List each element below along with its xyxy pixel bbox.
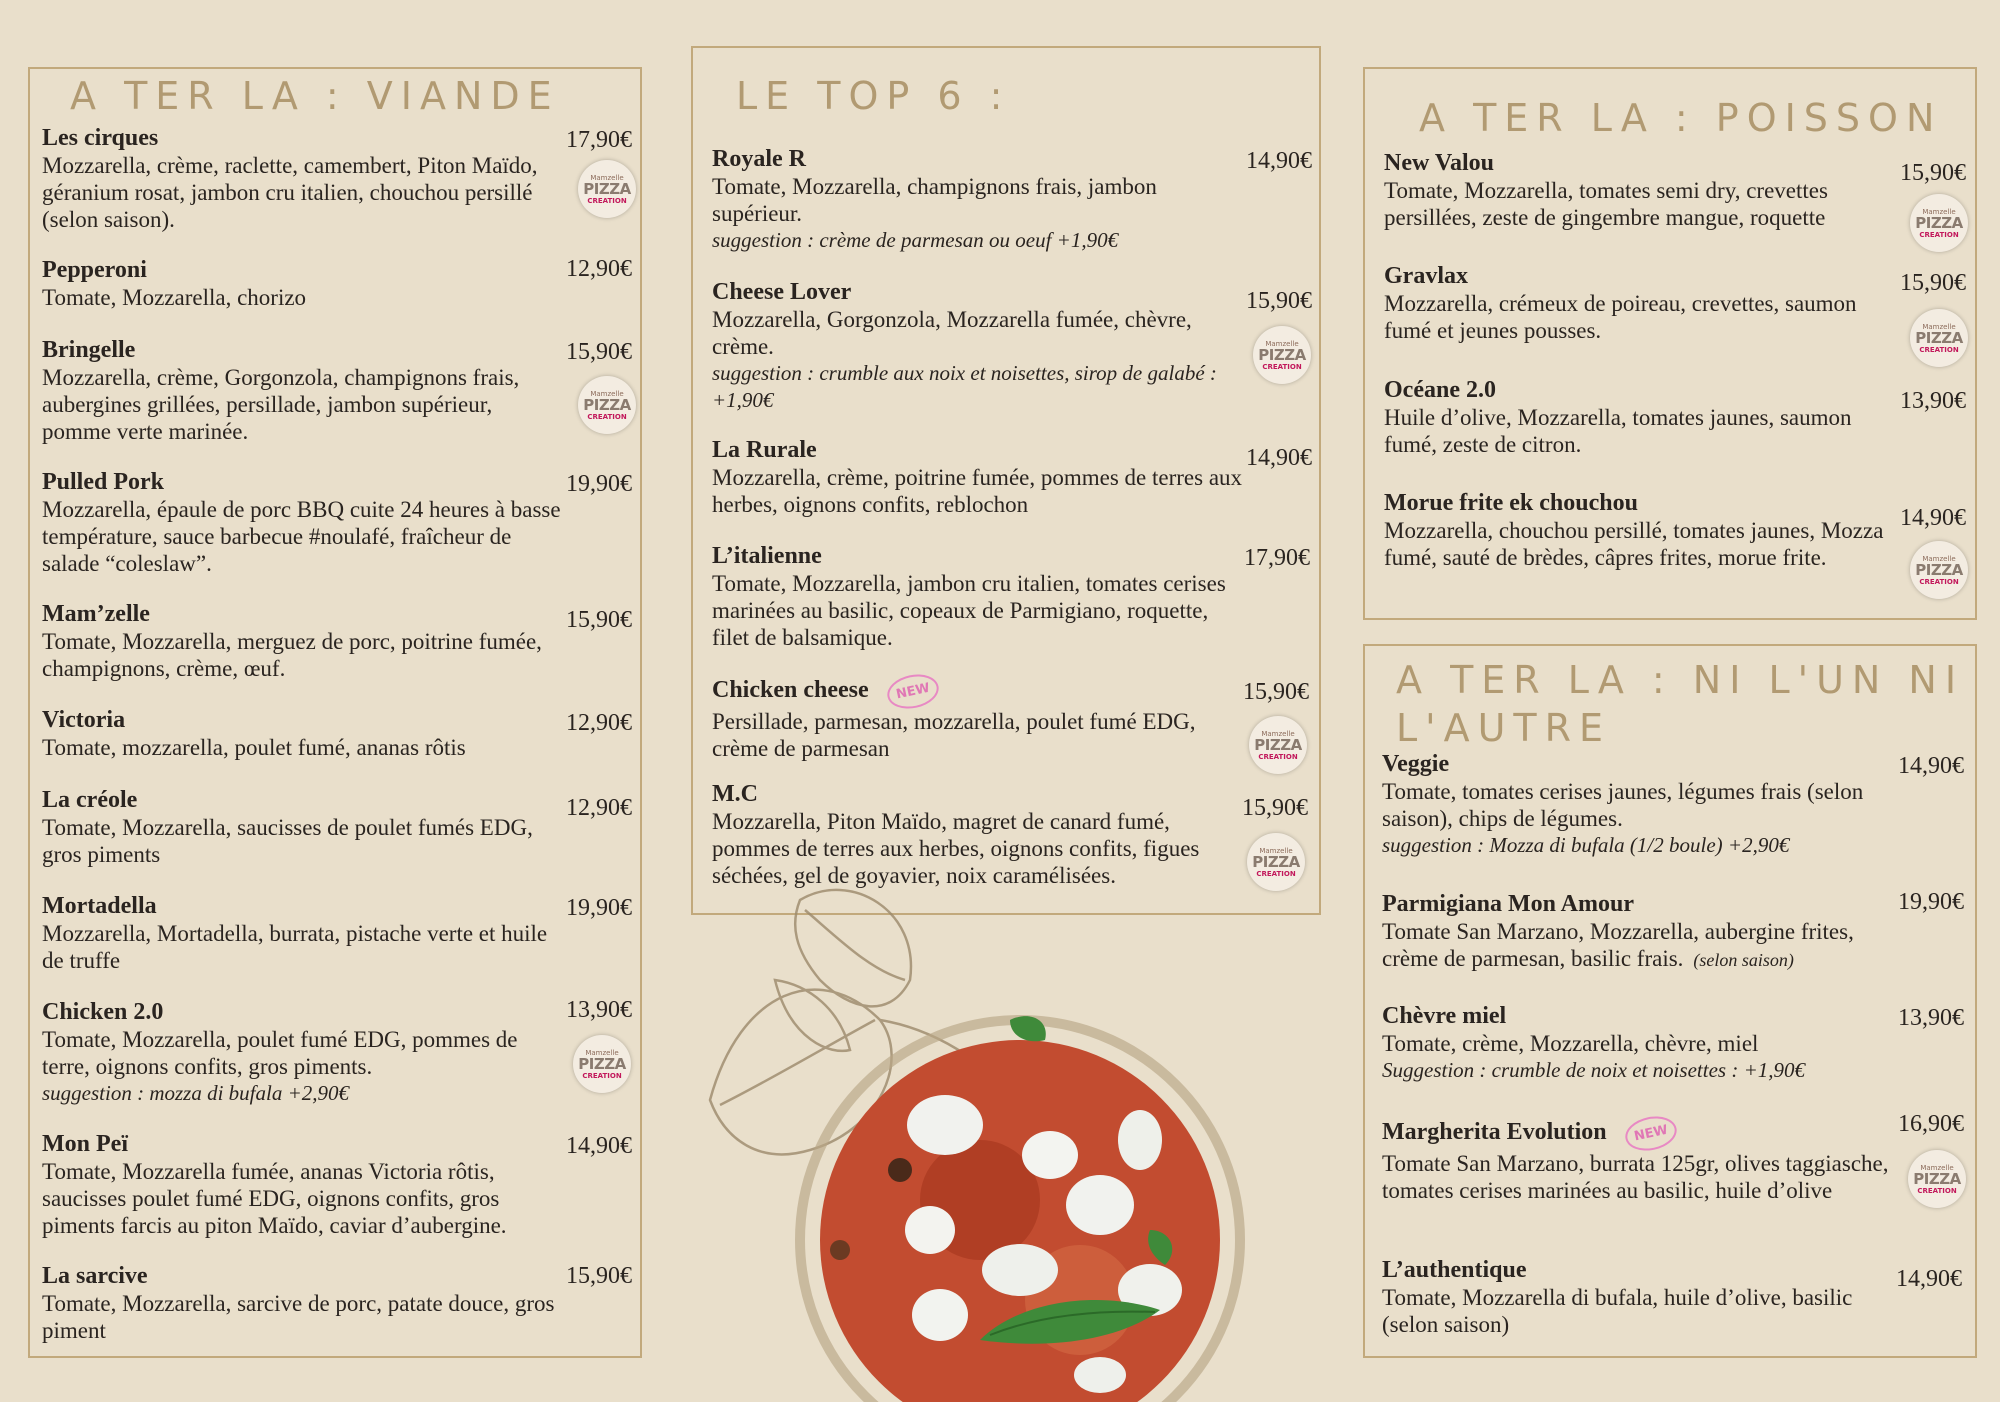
item-name: L’italienne	[712, 543, 822, 569]
item-name: Bringelle	[42, 337, 136, 363]
item-desc: Mozzarella, crème, poitrine fumée, pommes de terres aux herbes, oignons confits, reblochon	[712, 465, 1243, 517]
pizza-creation-logo	[573, 1035, 631, 1093]
menu-item	[42, 257, 562, 311]
item-price: 19,90€	[566, 471, 632, 497]
item-price: 15,90€	[566, 607, 632, 633]
pizza-creation-logo	[1910, 541, 1968, 599]
item-price: 17,90€	[566, 127, 632, 153]
item-desc: Tomate, Mozzarella, jambon cru italien, tomates cerises marinées au basilic, copeaux de Parmigiano, roquette, filet de balsamique.	[712, 571, 1226, 650]
item-desc: Tomate, Mozzarella, merguez de porc, poitrine fumée, champignons, crème, œuf.	[42, 629, 542, 681]
item-name: Mon Peï	[42, 1131, 128, 1157]
logo-line3: CREATION	[1919, 345, 1959, 354]
pizza-creation-logo	[1253, 326, 1311, 384]
logo-line2: PIZZA	[1915, 213, 1963, 232]
item-price: 14,90€	[1900, 505, 1966, 531]
item-desc: Mozzarella, Piton Maïdo, magret de canard fumé, pommes de terres aux herbes, oignons confits, figues séchées, gel de goyavier, noix caramélisées.	[712, 809, 1200, 888]
menu-item	[42, 469, 562, 577]
item-name: Royale R	[712, 146, 806, 172]
item-desc: Tomate, Mozzarella, chorizo	[42, 285, 307, 310]
item-desc: Mozzarella, chouchou persillé, tomates jaunes, Mozza fumé, sauté de brèdes, câpres frites, morue frite.	[1384, 518, 1884, 570]
item-desc: Tomate, Mozzarella, saucisses de poulet fumés EDG, gros piments	[42, 815, 533, 867]
pizza-creation-logo	[1910, 309, 1968, 367]
logo-line3: CREATION	[1262, 362, 1302, 371]
neither-title-line1: A TER LA : NI L'UN NI	[1396, 658, 1965, 702]
item-name: Gravlax	[1384, 263, 1468, 289]
item-suggestion: Suggestion : crumble de noix et noisettes : +1,90€	[1382, 1058, 1806, 1082]
item-price: 14,90€	[566, 1133, 632, 1159]
item-name: Victoria	[42, 707, 126, 733]
logo-line2: PIZZA	[1254, 735, 1302, 754]
item-desc: Mozzarella, crème, Gorgonzola, champignons frais, aubergines grillées, persillade, jambon supérieur, pomme verte marinée.	[42, 365, 520, 444]
menu-item	[712, 146, 1247, 254]
item-price: 13,90€	[1898, 1005, 1964, 1031]
item-price: 15,90€	[1243, 679, 1309, 705]
logo-line2: PIZZA	[1915, 560, 1963, 579]
menu-item	[1384, 263, 1889, 344]
menu-item	[42, 601, 562, 682]
logo-line1: Mamzelle	[590, 173, 624, 182]
logo-line2: PIZZA	[578, 1054, 626, 1073]
top6-section-title: LE TOP 6 :	[736, 74, 1011, 118]
item-desc: Tomate, Mozzarella, tomates semi dry, crevettes persillées, zeste de gingembre mangue, roquette	[1384, 178, 1828, 230]
logo-line1: Mamzelle	[1920, 1163, 1954, 1172]
item-suggestion: suggestion : Mozza di bufala (1/2 boule) +2,90€	[1382, 833, 1790, 857]
logo-line3: CREATION	[587, 196, 627, 205]
item-name-text: Chicken cheese	[712, 677, 869, 704]
item-suggestion: suggestion : crumble aux noix et noisettes, sirop de galabé : +1,90€	[712, 361, 1217, 412]
season-note: (selon saison)	[1693, 950, 1794, 970]
item-desc: Tomate, Mozzarella di bufala, huile d’olive, basilic (selon saison)	[1382, 1285, 1853, 1337]
menu-item	[42, 999, 562, 1107]
logo-line2: PIZZA	[1913, 1169, 1961, 1188]
item-suggestion: suggestion : crème de parmesan ou oeuf +1,90€	[712, 228, 1119, 252]
logo-line1: Mamzelle	[1922, 322, 1956, 331]
item-name: L’authentique	[1382, 1257, 1527, 1283]
item-price: 15,90€	[1246, 288, 1312, 314]
logo-line2: PIZZA	[1258, 345, 1306, 364]
item-desc: Mozzarella, crémeux de poireau, crevettes, saumon fumé et jeunes pousses.	[1384, 291, 1857, 343]
item-name: Parmigiana Mon Amour	[1382, 891, 1634, 917]
item-price: 19,90€	[566, 895, 632, 921]
item-name: Les cirques	[42, 125, 159, 151]
neither-title-line2: L'AUTRE	[1396, 706, 1612, 750]
logo-line3: CREATION	[1256, 869, 1296, 878]
menu-item	[1384, 377, 1889, 458]
item-name: Océane 2.0	[1384, 377, 1496, 403]
item-name: Pepperoni	[42, 257, 147, 283]
item-name: La sarcive	[42, 1263, 148, 1289]
fish-section-title: A TER LA : POISSON	[1419, 96, 1943, 140]
logo-line1: Mamzelle	[590, 389, 624, 398]
menu-item	[42, 707, 602, 761]
item-price: 15,90€	[566, 339, 632, 365]
item-name: La créole	[42, 787, 138, 813]
item-desc: Tomate, tomates cerises jaunes, légumes frais (selon saison), chips de légumes.	[1382, 779, 1864, 831]
logo-line3: CREATION	[1919, 577, 1959, 586]
item-price: 15,90€	[1900, 160, 1966, 186]
menu-item	[1382, 1117, 1897, 1204]
item-desc: Tomate, mozzarella, poulet fumé, ananas rôtis	[42, 735, 466, 760]
item-price: 14,90€	[1246, 148, 1312, 174]
menu-item	[42, 787, 570, 868]
item-price: 14,90€	[1896, 1266, 1962, 1292]
logo-line3: CREATION	[587, 412, 627, 421]
menu-item	[42, 337, 562, 445]
menu-item	[1382, 1257, 1892, 1338]
item-name: Cheese Lover	[712, 279, 852, 305]
menu-item	[42, 125, 562, 233]
menu-item	[1382, 1003, 1892, 1084]
menu-item	[712, 437, 1247, 518]
item-price: 15,90€	[1242, 795, 1308, 821]
menu-item	[42, 1263, 562, 1344]
item-price: 16,90€	[1898, 1111, 1964, 1137]
logo-line2: PIZZA	[583, 395, 631, 414]
menu-item	[712, 543, 1232, 651]
menu-item	[42, 893, 562, 974]
pizza-creation-logo	[1910, 194, 1968, 252]
item-desc: Persillade, parmesan, mozzarella, poulet fumé EDG, crème de parmesan	[712, 709, 1196, 761]
logo-line1: Mamzelle	[1922, 207, 1956, 216]
meat-section-title: A TER LA : VIANDE	[70, 74, 560, 118]
menu-item	[712, 279, 1242, 414]
item-desc: Tomate, Mozzarella fumée, ananas Victoria rôtis, saucisses poulet fumé EDG, oignons confits, gros piments farcis au piton Maïdo, caviar d’aubergine.	[42, 1159, 507, 1238]
item-desc: Mozzarella, crème, raclette, camembert, Piton Maïdo, géranium rosat, jambon cru italien, chouchou persillé (selon saison).	[42, 153, 538, 232]
pizza-creation-logo	[1249, 716, 1307, 774]
item-desc: Tomate San Marzano, burrata 125gr, olives taggiasche, tomates cerises marinées au basilic, huile d’olive	[1382, 1151, 1889, 1203]
logo-line3: CREATION	[1917, 1186, 1957, 1195]
item-desc: Tomate, Mozzarella, poulet fumé EDG, pommes de terre, oignons confits, gros piments.	[42, 1027, 518, 1079]
item-name: Mam’zelle	[42, 601, 150, 627]
new-badge: NEW	[884, 670, 942, 713]
item-name: Chèvre miel	[1382, 1003, 1507, 1029]
item-price: 14,90€	[1898, 753, 1964, 779]
logo-line1: Mamzelle	[1259, 846, 1293, 855]
item-price: 12,90€	[566, 256, 632, 282]
neither-section-title	[1396, 656, 1964, 752]
menu-item	[42, 1131, 562, 1239]
item-desc: Tomate, crème, Mozzarella, chèvre, miel	[1382, 1031, 1759, 1056]
item-price: 12,90€	[566, 795, 632, 821]
new-badge: NEW	[1622, 1112, 1680, 1155]
logo-line3: CREATION	[1258, 752, 1298, 761]
logo-line3: CREATION	[1919, 230, 1959, 239]
item-price: 19,90€	[1898, 889, 1964, 915]
item-price: 13,90€	[1900, 388, 1966, 414]
menu-item	[712, 675, 1232, 762]
item-name: Veggie	[1382, 751, 1450, 777]
menu-item	[1384, 150, 1884, 231]
menu-item	[1382, 751, 1892, 859]
pizza-illustration	[680, 870, 1320, 1402]
item-name	[712, 675, 1232, 708]
item-desc: Huile d’olive, Mozzarella, tomates jaunes, saumon fumé, zeste de citron.	[1384, 405, 1852, 457]
logo-line3: CREATION	[582, 1071, 622, 1080]
menu-item	[1384, 490, 1889, 571]
item-desc	[1382, 918, 1892, 974]
item-name	[1382, 1117, 1897, 1150]
item-desc: Mozzarella, Gorgonzola, Mozzarella fumée, chèvre, crème.	[712, 307, 1192, 359]
logo-line1: Mamzelle	[585, 1048, 619, 1057]
pizza-creation-logo	[578, 160, 636, 218]
item-desc: Mozzarella, épaule de porc BBQ cuite 24 heures à basse température, sauce barbecue #noulafé, fraîcheur de salade “coleslaw”.	[42, 497, 561, 576]
item-desc-text: Tomate San Marzano, Mozzarella, aubergine frites, crème de parmesan, basilic frais.	[1382, 919, 1854, 971]
pizza-creation-logo	[578, 376, 636, 434]
item-desc: Tomate, Mozzarella, sarcive de porc, patate douce, gros piment	[42, 1291, 555, 1343]
item-desc: Tomate, Mozzarella, champignons frais, jambon supérieur.	[712, 174, 1157, 226]
logo-line1: Mamzelle	[1922, 554, 1956, 563]
item-price: 15,90€	[1900, 270, 1966, 296]
item-price: 13,90€	[566, 997, 632, 1023]
logo-line2: PIZZA	[583, 179, 631, 198]
logo-line1: Mamzelle	[1265, 339, 1299, 348]
logo-line1: Mamzelle	[1261, 729, 1295, 738]
item-name: Chicken 2.0	[42, 999, 164, 1025]
item-desc: Mozzarella, Mortadella, burrata, pistache verte et huile de truffe	[42, 921, 548, 973]
item-name-text: Margherita Evolution	[1382, 1119, 1607, 1146]
menu-item	[1382, 891, 1892, 974]
item-price: 14,90€	[1246, 445, 1312, 471]
item-name: La Rurale	[712, 437, 817, 463]
item-suggestion: suggestion : mozza di bufala +2,90€	[42, 1081, 350, 1105]
item-name: New Valou	[1384, 150, 1495, 176]
item-price: 12,90€	[566, 710, 632, 736]
logo-line2: PIZZA	[1252, 852, 1300, 871]
pizza-creation-logo	[1908, 1150, 1966, 1208]
item-name: Pulled Pork	[42, 469, 165, 495]
item-price: 17,90€	[1244, 545, 1310, 571]
item-name: M.C	[712, 781, 758, 807]
item-price: 15,90€	[566, 1263, 632, 1289]
logo-line2: PIZZA	[1915, 328, 1963, 347]
item-name: Mortadella	[42, 893, 157, 919]
item-name: Morue frite ek chouchou	[1384, 490, 1638, 516]
